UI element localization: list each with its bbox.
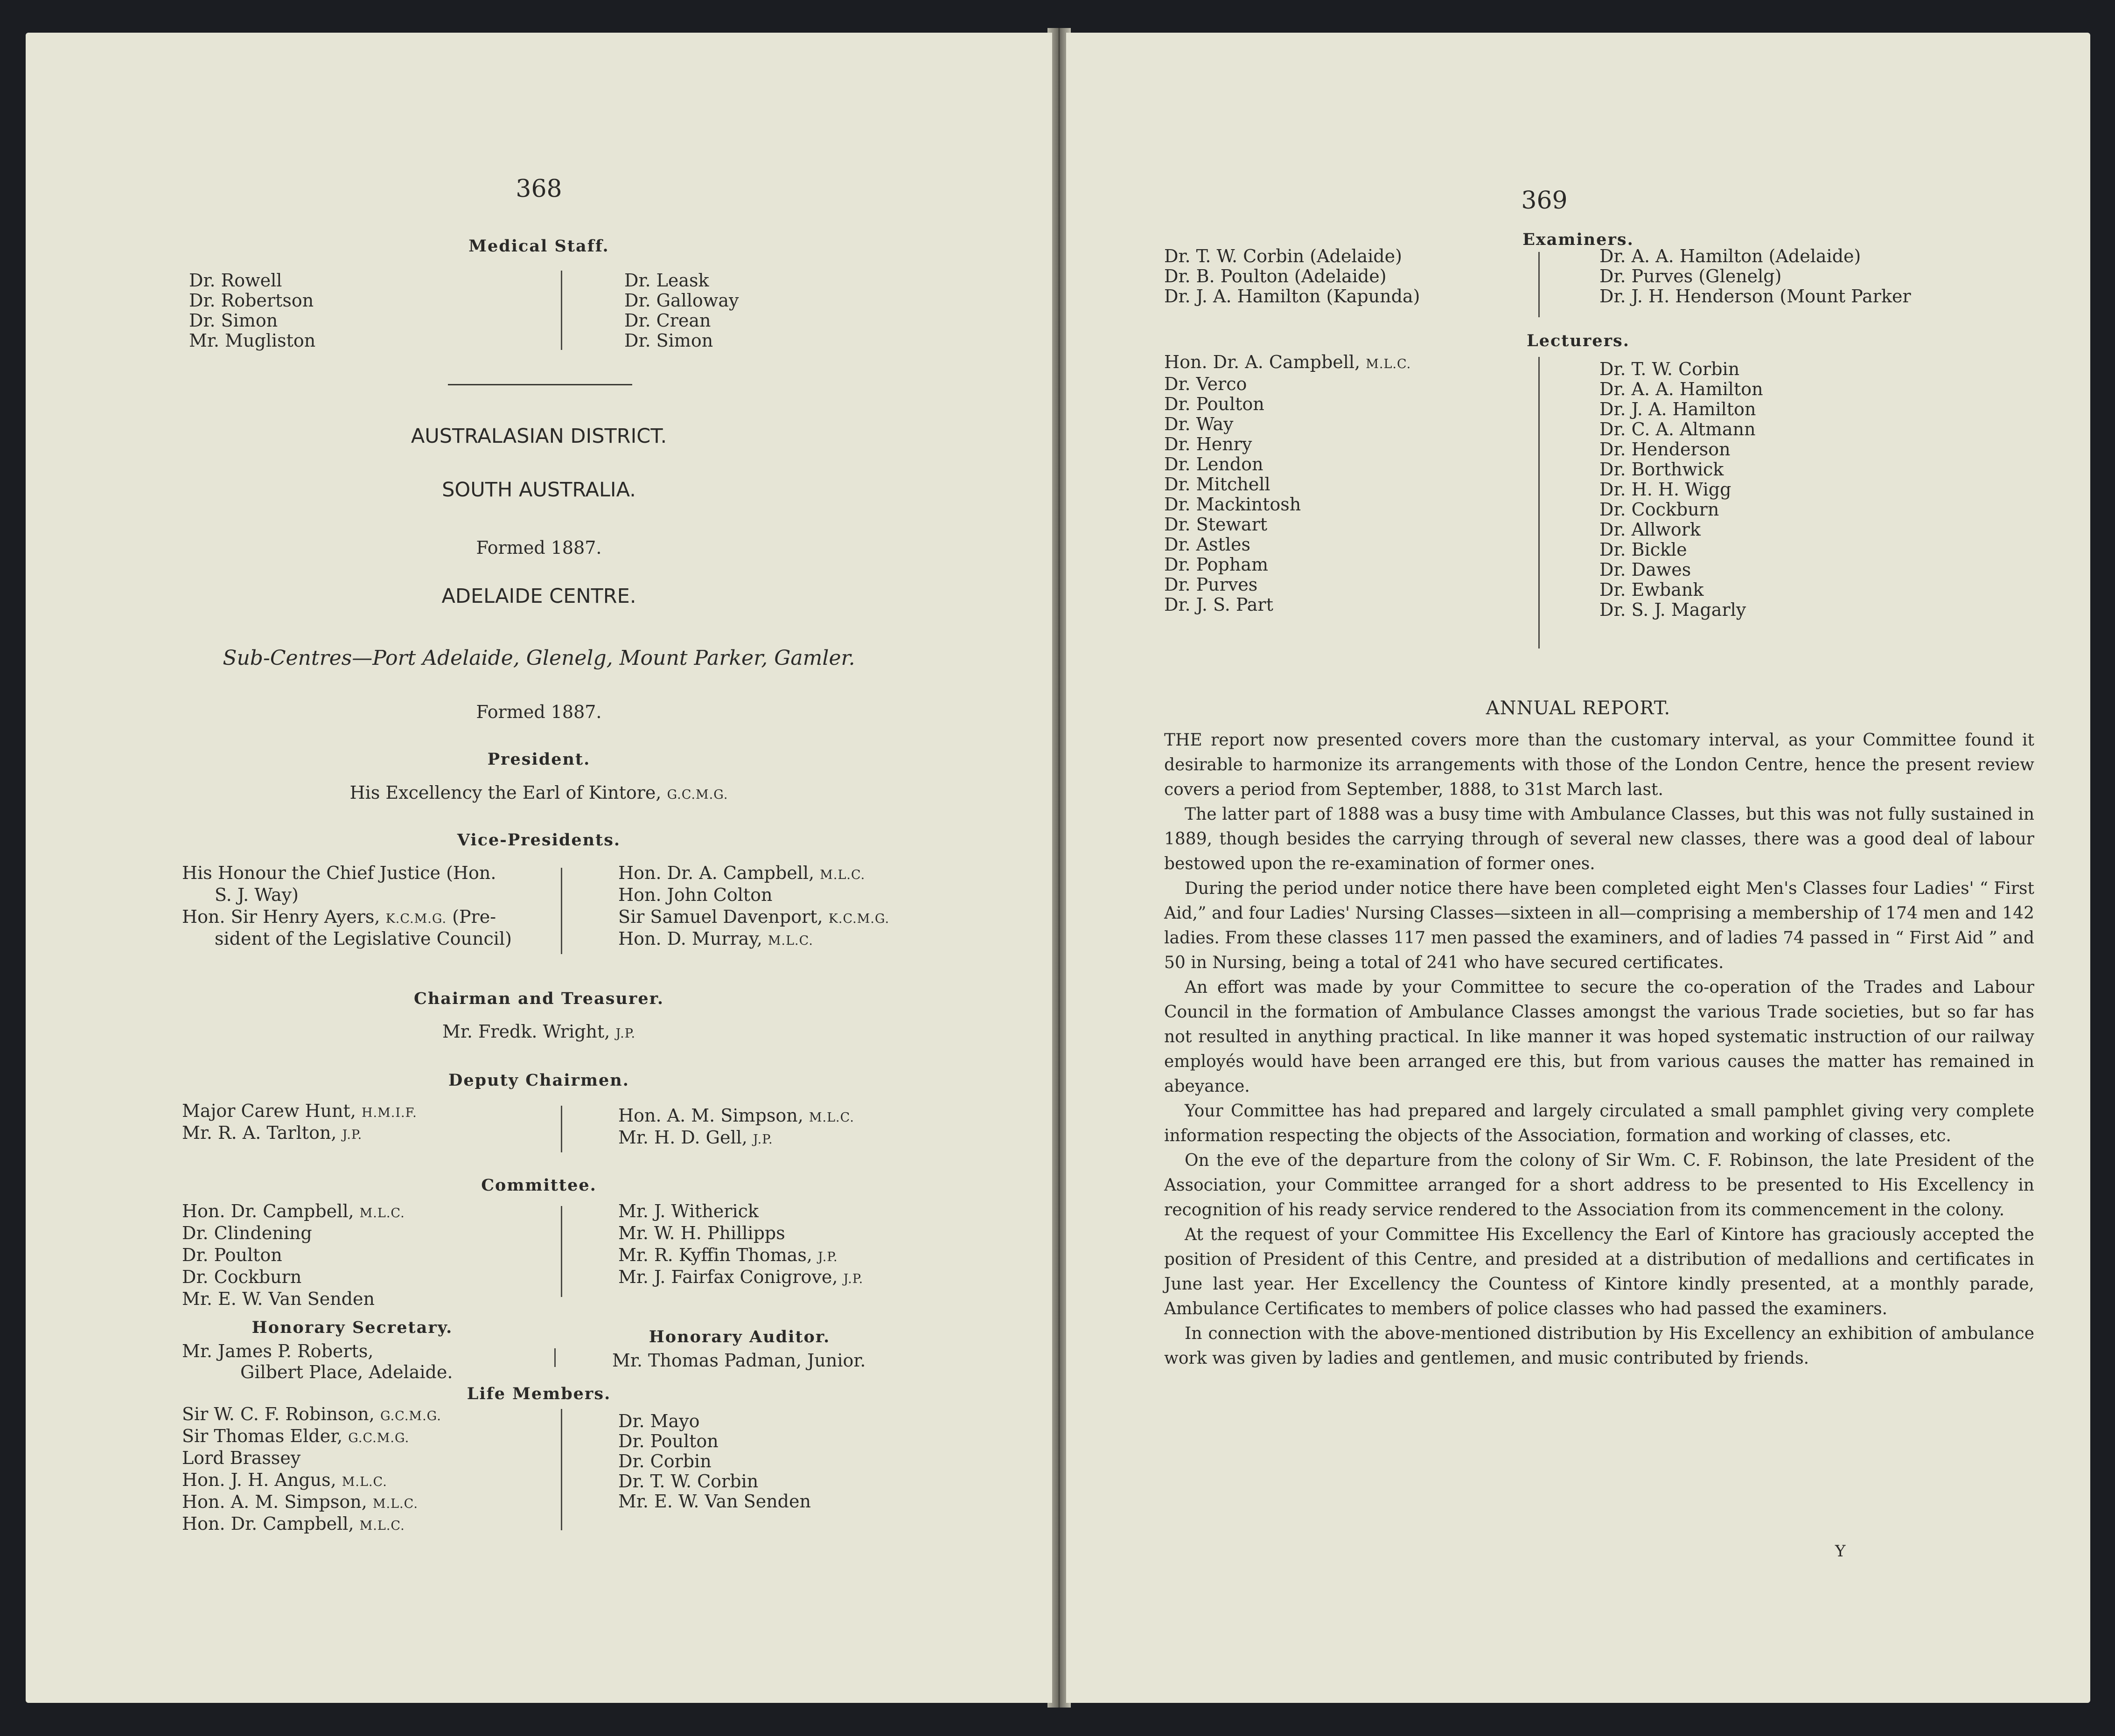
- hon-auditor-name: Mr. Thomas Padman, Junior.: [612, 1350, 866, 1371]
- vice-president-honours: K.C.M.G.: [385, 912, 447, 926]
- left-page: [26, 33, 1052, 1703]
- life-members-col2: [618, 1411, 811, 1512]
- lecturer: Dr. Henderson: [1599, 439, 1731, 460]
- page-number: 368: [516, 175, 562, 203]
- column-divider: [561, 1106, 562, 1152]
- lecturer: Dr. Mackintosh: [1164, 494, 1301, 515]
- lecturer: Dr. C. A. Altmann: [1599, 419, 1756, 439]
- examiners-col2: [1599, 246, 1911, 307]
- committee-member: [618, 1201, 863, 1223]
- lecturer: Dr. Poulton: [1164, 394, 1264, 414]
- deputy-chairman-honours: H.M.I.F.: [362, 1106, 417, 1120]
- lecturer: Dr. Allwork: [1599, 519, 1701, 540]
- formed-centre: Formed 1887.: [476, 702, 602, 722]
- lecturer-honours: M.L.C.: [1366, 357, 1411, 371]
- committee-member: [618, 1223, 863, 1245]
- committee-member-text: Mr. J. Fairfax Conigrove,: [618, 1267, 838, 1287]
- medical-staff-heading: Medical Staff.: [468, 237, 609, 256]
- life-member-text: Hon. A. M. Simpson,: [182, 1492, 367, 1512]
- vice-president-text: Hon. D. Murray,: [618, 928, 762, 949]
- committee-member: [182, 1223, 405, 1245]
- committee-member: [618, 1267, 863, 1289]
- life-member: [182, 1470, 441, 1492]
- lecturer: Dr. Popham: [1164, 554, 1269, 575]
- vice-president-text: sident of the Legislative Council): [215, 928, 512, 949]
- annual-report-heading: ANNUAL REPORT.: [1486, 697, 1671, 719]
- committee-col1: [182, 1201, 405, 1311]
- lecturer: Dr. Purves: [1164, 574, 1258, 595]
- medical-staff-col2: [624, 271, 739, 351]
- vice-president-honours: M.L.C.: [820, 868, 866, 882]
- president-name: [26, 783, 1052, 805]
- life-member: [182, 1492, 441, 1514]
- hon-auditor-heading: Honorary Auditor.: [649, 1327, 831, 1346]
- examiner: Dr. T. W. Corbin (Adelaide): [1164, 246, 1402, 266]
- committee-member-honours: M.L.C.: [359, 1206, 405, 1220]
- report-paragraph: During the period under notice there have been completed eight Men's Classes four Ladies' “ First Aid,” and four Ladies' Nursing Classes—sixteen in all—comprising a membership of 174 men and 142 ladies. From these classes 117 men passed the examiners, and of ladies 74 passed in “ First Aid ” and 50 in Nursing, being a total of 241 who have secured certificates.: [1164, 879, 2034, 972]
- life-member-text: Lord Brassey: [182, 1448, 301, 1468]
- centre-heading: ADELAIDE CENTRE.: [441, 585, 636, 608]
- lecturer: Dr. T. W. Corbin: [1599, 359, 1740, 379]
- life-member: [182, 1404, 441, 1426]
- lecturer: Dr. H. H. Wigg: [1599, 479, 1731, 500]
- column-divider: [561, 868, 562, 954]
- report-paragraph: An effort was made by your Committee to secure the co-operation of the Trades and Labour Council in the formation of Ambulance Classes amongst the various Trade societies, but so far has not resulted in anything practical. In like manner it was hoped systematic instruction of our railway employés would have been arranged ere this, but from various causes the matter has remained in abeyance.: [1164, 978, 2034, 1096]
- committee-member-text: Mr. J. Witherick: [618, 1201, 759, 1221]
- life-member-honours: M.L.C.: [359, 1519, 405, 1533]
- region-heading: SOUTH AUSTRALIA.: [442, 478, 636, 502]
- life-member: Dr. Corbin: [618, 1451, 712, 1471]
- lecturer: Dr. A. A. Hamilton: [1599, 379, 1763, 399]
- committee-member-text: Dr. Clindening: [182, 1223, 312, 1243]
- formed-region: Formed 1887.: [476, 537, 602, 558]
- hon-secretary-heading: Honorary Secretary.: [251, 1318, 453, 1337]
- committee-member-text: Hon. Dr. Campbell,: [182, 1201, 354, 1221]
- vice-president: [618, 863, 889, 885]
- report-paragraph: In connection with the above-mentioned distribution by His Excellency an exhibition of ambulance work was given by ladies and gentlemen, and music contributed by friends.: [1164, 1324, 2034, 1368]
- vice-president-text: Sir Samuel Davenport,: [618, 906, 823, 927]
- vice-presidents-col2: [618, 863, 889, 951]
- deputy-chairman-honours: J.P.: [342, 1128, 363, 1142]
- lecturer: Dr. Way: [1164, 414, 1234, 434]
- deputy-chairman-honours: J.P.: [753, 1132, 773, 1147]
- examiners-col1: [1164, 246, 1420, 307]
- life-members-heading: Life Members.: [467, 1384, 611, 1403]
- vice-president: [618, 929, 889, 951]
- life-member: [182, 1448, 441, 1470]
- deputy-chairman: [618, 1106, 854, 1128]
- chairman-honours: J.P.: [615, 1026, 636, 1041]
- deputy-chairman: [618, 1128, 854, 1150]
- life-members-col1: [182, 1404, 441, 1536]
- report-paragraph: On the eve of the departure from the colony of Sir Wm. C. F. Robinson, the late President of the Association, your Committee arranged for a short address to be presented to His Excellency in recognition of his ready service rendered to the Association from its commencement in the colony.: [1164, 1151, 2034, 1220]
- deputy-col1: [182, 1101, 417, 1145]
- lecturer: Dr. J. A. Hamilton: [1599, 399, 1756, 419]
- committee-member-text: Mr. R. Kyffin Thomas,: [618, 1245, 812, 1265]
- lecturer: Dr. S. J. Magarly: [1599, 600, 1746, 620]
- lecturer: Dr. Borthwick: [1599, 459, 1724, 480]
- vice-president: [618, 885, 889, 907]
- examiners-heading: Examiners.: [1522, 230, 1634, 249]
- life-member-honours: G.C.M.G.: [348, 1431, 410, 1445]
- life-member: Mr. E. W. Van Senden: [618, 1491, 811, 1512]
- staff-member: Dr. Rowell: [189, 270, 282, 291]
- staff-member: Dr. Simon: [624, 330, 713, 351]
- chairman-heading: Chairman and Treasurer.: [414, 989, 664, 1008]
- sub-centres: Sub-Centres—Port Adelaide, Glenelg, Mount Parker, Gamler.: [223, 646, 855, 670]
- signature-mark: Y: [1835, 1542, 1846, 1561]
- vice-president: [618, 907, 889, 929]
- column-divider: [561, 271, 562, 350]
- examiner: Dr. A. A. Hamilton (Adelaide): [1599, 246, 1861, 266]
- lecturer: Dr. Dawes: [1599, 559, 1691, 580]
- lecturer: Dr. Bickle: [1599, 539, 1687, 560]
- lecturer: [1164, 352, 1411, 374]
- committee-member-text: Dr. Cockburn: [182, 1267, 302, 1287]
- vice-president-text: Hon. John Colton: [618, 885, 773, 905]
- life-member-text: Sir Thomas Elder,: [182, 1426, 343, 1446]
- lecturer: Dr. Mitchell: [1164, 474, 1270, 495]
- vice-president: [182, 863, 512, 885]
- lecturer: Dr. Cockburn: [1599, 499, 1719, 520]
- president-text: His Excellency the Earl of Kintore,: [349, 782, 662, 803]
- page-number: 369: [1521, 187, 1568, 215]
- column-divider: [1538, 357, 1540, 648]
- life-member: [182, 1514, 441, 1536]
- hon-secretary-line1: Mr. James P. Roberts,: [182, 1341, 374, 1361]
- deputy-chairman-honours: M.L.C.: [809, 1110, 854, 1125]
- lecturer: Dr. Ewbank: [1599, 579, 1704, 600]
- committee-member-text: Dr. Poulton: [182, 1245, 282, 1265]
- staff-member: Dr. Leask: [624, 270, 709, 291]
- lecturer: Dr. Astles: [1164, 534, 1250, 555]
- deputy-chairman: [182, 1123, 417, 1145]
- lecturer-name: Hon. Dr. A. Campbell,: [1164, 352, 1361, 372]
- life-member-text: Hon. J. H. Angus,: [182, 1470, 336, 1490]
- committee-member: [618, 1245, 863, 1267]
- committee-member-honours: J.P.: [818, 1250, 838, 1264]
- column-divider: [561, 1409, 562, 1530]
- life-member-honours: M.L.C.: [372, 1497, 418, 1511]
- deputy-chairmen-heading: Deputy Chairmen.: [448, 1071, 629, 1090]
- deputy-chairman-text: Hon. A. M. Simpson,: [618, 1105, 803, 1126]
- life-member: [182, 1426, 441, 1448]
- vice-president-honours: M.L.C.: [768, 934, 813, 948]
- life-member: Dr. Mayo: [618, 1411, 700, 1431]
- life-member-honours: M.L.C.: [342, 1475, 387, 1489]
- vice-president-honours: K.C.M.G.: [828, 912, 890, 926]
- vice-president-text: S. J. Way): [215, 885, 299, 905]
- vice-president-text: Hon. Dr. A. Campbell,: [618, 863, 815, 883]
- examiner: Dr. J. A. Hamilton (Kapunda): [1164, 286, 1420, 307]
- examiner: Dr. B. Poulton (Adelaide): [1164, 266, 1387, 286]
- vice-presidents-heading: Vice-Presidents.: [457, 830, 621, 850]
- president-honours: G.C.M.G.: [667, 788, 728, 802]
- report-paragraph: THE report now presented covers more than the customary interval, as your Committee found it desirable to harmonize its arrangements with those of the London Centre, hence the present review covers a period from September, 1888, to 31st March last.: [1164, 731, 2034, 799]
- chairman-name: [26, 1022, 1052, 1044]
- staff-member: Dr. Robertson: [189, 290, 314, 311]
- annual-report-body: [1164, 728, 2034, 1371]
- lecturer: Dr. J. S. Part: [1164, 594, 1273, 615]
- committee-member-text: Mr. W. H. Phillipps: [618, 1223, 785, 1243]
- life-member-text: Sir W. C. F. Robinson,: [182, 1404, 375, 1424]
- deputy-chairman-text: Mr. H. D. Gell,: [618, 1127, 747, 1148]
- deputy-col2: [618, 1106, 854, 1150]
- committee-col2: [618, 1201, 863, 1289]
- hon-secretary-line2: Gilbert Place, Adelaide.: [240, 1362, 453, 1382]
- committee-member: [182, 1267, 405, 1289]
- life-member: Dr. T. W. Corbin: [618, 1471, 759, 1492]
- lecturers-col2: [1599, 359, 1763, 620]
- lecturer: Dr. Lendon: [1164, 454, 1263, 474]
- lecturers-heading: Lecturers.: [1527, 331, 1630, 350]
- vice-president-rest: (Pre-: [452, 906, 496, 927]
- column-divider: [1538, 252, 1540, 317]
- section-rule: [448, 384, 632, 385]
- district-heading: AUSTRALASIAN DISTRICT.: [411, 425, 667, 448]
- staff-member: Dr. Crean: [624, 310, 711, 331]
- medical-staff-col1: [189, 271, 315, 351]
- committee-heading: Committee.: [481, 1176, 597, 1195]
- committee-member: [182, 1289, 405, 1311]
- life-member-honours: G.C.M.G.: [380, 1409, 441, 1423]
- lecturers-col1: [1164, 352, 1411, 615]
- examiner: Dr. J. H. Henderson (Mount Parker: [1599, 286, 1911, 307]
- staff-member: Dr. Simon: [189, 310, 278, 331]
- deputy-chairman-text: Mr. R. A. Tarlton,: [182, 1122, 337, 1143]
- vice-presidents-col1: [182, 863, 512, 951]
- committee-member: [182, 1245, 405, 1267]
- vice-president: [182, 885, 512, 907]
- deputy-chairman-text: Major Carew Hunt,: [182, 1101, 356, 1121]
- right-page: [1066, 33, 2090, 1703]
- vice-president: [182, 907, 512, 929]
- staff-member: Dr. Galloway: [624, 290, 739, 311]
- deputy-chairman: [182, 1101, 417, 1123]
- vice-president-text: Hon. Sir Henry Ayers,: [182, 906, 380, 927]
- committee-member-text: Mr. E. W. Van Senden: [182, 1289, 375, 1309]
- chairman-text: Mr. Fredk. Wright,: [442, 1021, 610, 1042]
- staff-member: Mr. Mugliston: [189, 330, 316, 351]
- report-paragraph: The latter part of 1888 was a busy time with Ambulance Classes, but this was not fully sustained in 1889, though besides the carrying through of several new classes, there was a good deal of labour bestowed upon the re-examination of former ones.: [1164, 805, 2034, 873]
- vice-president-text: His Honour the Chief Justice (Hon.: [182, 863, 496, 883]
- lecturer: Dr. Henry: [1164, 434, 1252, 454]
- president-heading: President.: [487, 750, 591, 769]
- life-member: Dr. Poulton: [618, 1431, 719, 1451]
- lecturer: Dr. Stewart: [1164, 514, 1268, 535]
- report-paragraph: At the request of your Committee His Excellency the Earl of Kintore has graciously accepted the position of President of this Centre, and presided at a distribution of medallions and certificates in June last year. Her Excellency the Countess of Kintore kindly presented, at a monthly parade, Ambulance Certificates to members of police classes who had passed the examiners.: [1164, 1225, 2034, 1318]
- committee-member: [182, 1201, 405, 1223]
- lecturer: Dr. Verco: [1164, 374, 1247, 394]
- report-paragraph: Your Committee has had prepared and largely circulated a small pamphlet giving very complete information respecting the objects of the Association, formation and working of classes, etc.: [1164, 1102, 2034, 1145]
- vice-president: [182, 929, 512, 951]
- life-member-text: Hon. Dr. Campbell,: [182, 1513, 354, 1534]
- committee-member-honours: J.P.: [843, 1272, 864, 1286]
- examiner: Dr. Purves (Glenelg): [1599, 266, 1782, 286]
- column-divider: [554, 1348, 556, 1367]
- column-divider: [561, 1206, 562, 1297]
